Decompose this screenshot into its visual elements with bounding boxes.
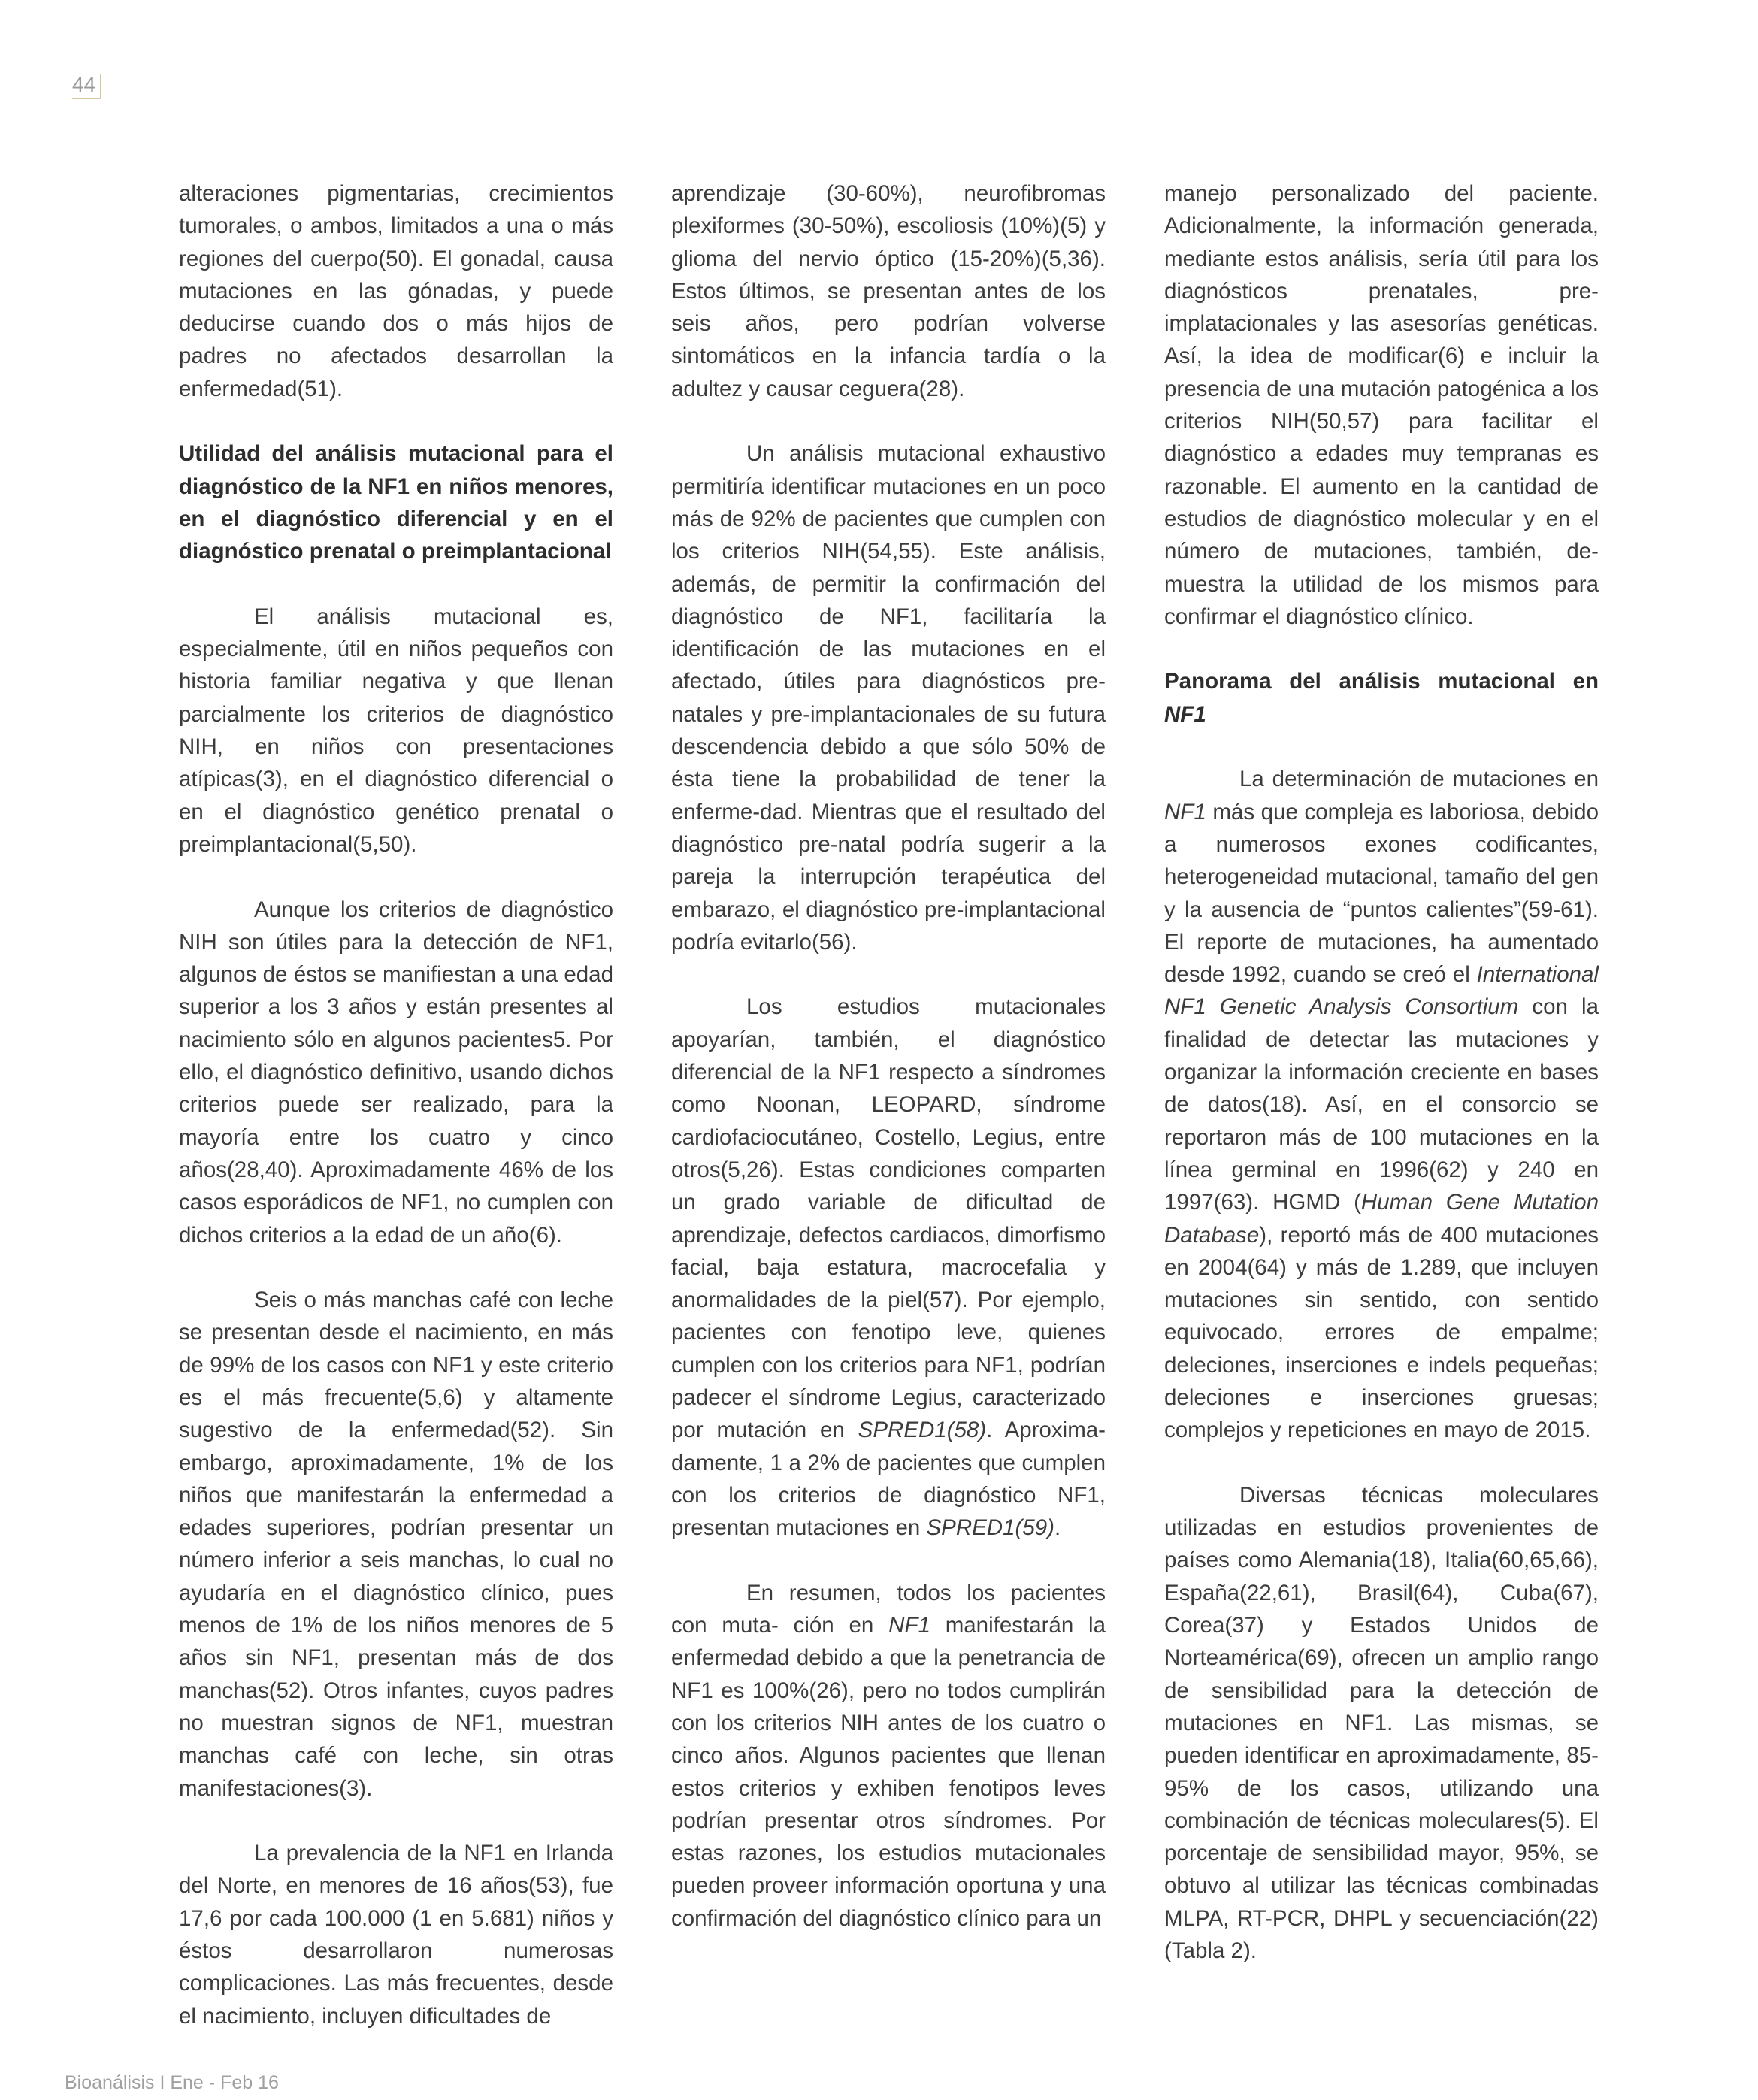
section-heading xyxy=(1164,665,1599,731)
paragraph: alteraciones pigmentarias, crecimientos tumorales, o ambos, limitados a una o más regiones del cuerpo(50). El gonadal, causa mutaciones en las gónadas, y puede deducirse cuando dos o más hijos de padres no afectados desarrollan la enfermedad(51). xyxy=(179,181,613,401)
gene-name: SPRED1(59) xyxy=(926,1515,1054,1541)
footer: Bioanálisis I Ene - Feb 16 xyxy=(65,2072,279,2093)
text-run: manifestarán la enfermedad debido a que la penetrancia de NF1 es 100%(26), pero no todos cumplirán con los criterios NIH antes de los cuatro o cinco años. Algunos pacientes que llenan estos criterios y exhiben fenotipos leves podrían presentar otros síndromes. Por estas razones, los estudios mutacionales pueden proveer información oportuna y una confirmación del diagnóstico clínico para un xyxy=(671,1613,1106,1931)
text-run: ), reportó más de 400 mutaciones en 2004(64) y más de 1.289, que incluyen mutaciones sin sentido, con sentido equivocado, errores de empalme; deleciones, inserciones e indels pequeñas; deleciones e inserciones gruesas; complejos y repeticiones en mayo de 2015. xyxy=(1164,1222,1599,1443)
text-run: Los estudios mutacionales apoyarían, también, el diagnóstico diferencial de la NF1 respecto a síndromes como Noonan, LEOPARD, síndrome cardiofaciocutáneo, Costello, Legius, entre otros(5,26). Estas condiciones comparten un grado variable de dificultad de aprendizaje, defectos cardiacos, dimorfismo facial, baja estatura, macrocefalia y anormalidades de la piel(57). Por ejemplo, pacientes con fenotipo leve, quienes cumplen con los criterios para NF1, podrían padecer el síndrome Legius, caracterizado por mutación en xyxy=(671,994,1106,1443)
gene-name: NF1 xyxy=(1164,799,1206,825)
text-run: En resumen, todos los pacientes con muta- ción en xyxy=(671,1580,1106,1639)
text-column-3 xyxy=(1164,177,1599,2000)
section-heading: Utilidad del análisis mutacional para el diagnóstico de la NF1 en niños menores, en el diagnóstico diferencial y en el diagnóstico prenatal o preimplantacional xyxy=(179,441,613,564)
paragraph: La prevalencia de la NF1 en Irlanda del Norte, en menores de 16 años(53), fue 17,6 por cada 100.000 (1 en 5.681) niños y éstos desarrollaron numerosas complicaciones. Las más frecuentes, desde el nacimiento, incluyen dificultades de xyxy=(179,1841,613,2029)
paragraph: Diversas técnicas moleculares utilizadas en estudios provenientes de países como Alemania(18), Italia(60,65,66), España(22,61), Brasil(64), Cuba(67), Corea(37) y Estados Unidos de Norteamérica(69), ofrecen un amplio rango de sensibilidad para la detección de mutaciones en NF1. Las mismas, se pueden identificar en aproximadamente, 85-95% de los casos, utilizando una combinación de técnicas moleculares(5). El porcentaje de sensibilidad mayor, 95%, se obtuvo al utilizar las técnicas combinadas MLPA, RT-PCR, DHPL y secuenciación(22) (Tabla 2). xyxy=(1164,1482,1599,1964)
paragraph: Un análisis mutacional exhaustivo permitiría identificar mutaciones en un poco más de 92% de pacientes que cumplen con los criterios NIH(54,55). Este análisis, además, de permitir la confirmación del diagnóstico de NF1, facilitaría la identificación de las mutaciones en el afectado, útiles para diagnósticos pre-natales y pre-implantacionales de su futura descendencia debido a que sólo 50% de ésta tiene la probabilidad de tener la enferme-dad. Mientras que el resultado del diagnóstico pre-natal podría sugerir a la pareja la interrupción terapéutica del embarazo, el diagnóstico pre-implantacional podría evitarlo(56). xyxy=(671,441,1106,955)
paragraph xyxy=(1164,763,1599,1446)
text-column-1 xyxy=(179,177,613,2065)
database-name: Human Gene Mutation Database xyxy=(1164,1190,1599,1248)
paragraph xyxy=(671,1577,1106,1935)
gene-name: NF1 xyxy=(1164,701,1206,727)
paragraph xyxy=(671,991,1106,1544)
consortium-name: International NF1 Genetic Analysis Consortium xyxy=(1164,962,1599,1020)
paragraph: Aunque los criterios de diagnóstico NIH son útiles para la detección de NF1, algunos de éstos se manifiestan a una edad superior a los 3 años y están presentes al nacimiento sólo en algunos pacientes5. Por ello, el diagnóstico definitivo, usando dichos criterios puede ser realizado, para la mayoría entre los cuatro y cinco años(28,40). Aproximadamente 46% de los casos esporádicos de NF1, no cumplen con dichos criterios a la edad de un año(6). xyxy=(179,897,613,1248)
text-column-2 xyxy=(671,177,1106,1967)
gene-name: NF1 xyxy=(888,1613,930,1639)
page-number: 44 xyxy=(72,74,101,99)
text-run: más que compleja es laboriosa, debido a numerosos exones codificantes, heterogeneidad mutacional, tamaño del gen y la ausencia de “puntos calientes”(59-61). El reporte de mutaciones, ha aumentado desde 1992, cuando se creó el xyxy=(1164,799,1599,988)
gene-name: SPRED1(58) xyxy=(858,1418,987,1443)
text-run: . Aproxima-damente, 1 a 2% de pacientes que cumplen con los criterios de diagnóstico NF1, presentan mutaciones en xyxy=(671,1418,1106,1541)
paragraph: aprendizaje (30-60%), neurofibromas plexiformes (30-50%), escoliosis (10%)(5) y glioma del nervio óptico (15-20%)(5,36). Estos últimos, se presentan antes de los seis años, pero podrían volverse sintomáticos en la infancia tardía o la adultez y causar ceguera(28). xyxy=(671,181,1106,401)
text-run: . xyxy=(1054,1515,1061,1541)
text-run: La determinación de mutaciones en xyxy=(1239,767,1599,792)
text-run: con la finalidad de detectar las mutaciones y organizar la información creciente en bases de datos(18). Así, en el consorcio se reportaron más de 100 mutaciones en la línea germinal en 1996(62) y 240 en 1997(63). HGMD ( xyxy=(1164,994,1599,1215)
heading-text: Panorama del análisis mutacional en xyxy=(1164,669,1599,694)
paragraph: El análisis mutacional es, especialmente, útil en niños pequeños con historia familiar negativa y que llenan parcialmente los criterios de diagnóstico NIH, en niños con presentaciones atípicas(3), en el diagnóstico diferencial o en el diagnóstico genético prenatal o preimplantacional(5,50). xyxy=(179,604,613,857)
paragraph: manejo personalizado del paciente. Adicionalmente, la información generada, mediante estos análisis, sería útil para los diagnósticos prenatales, pre-implatacionales y las asesorías genéticas. Así, la idea de modificar(6) e incluir la presencia de una mutación patogénica a los criterios NIH(50,57) para facilitar el diagnóstico a edades muy tempranas es razonable. El aumento en la cantidad de estudios de diagnóstico molecular y en el número de mutaciones, también, de-muestra la utilidad de los mismos para confirmar el diagnóstico clínico. xyxy=(1164,181,1599,629)
paragraph: Seis o más manchas café con leche se presentan desde el nacimiento, en más de 99% de los casos con NF1 y este criterio es el más frecuente(5,6) y altamente sugestivo de la enfermedad(52). Sin embargo, aproximadamente, 1% de los niños que manifestarán la enfermedad a edades superiores, podrían presentar un número inferior a seis manchas, lo cual no ayudaría en el diagnóstico clínico, pues menos de 1% de los niños menores de 5 años sin NF1, presentan más de dos manchas(52). Otros infantes, cuyos padres no muestran signos de NF1, muestran manchas café con leche, sin otras manifestaciones(3). xyxy=(179,1288,613,1801)
